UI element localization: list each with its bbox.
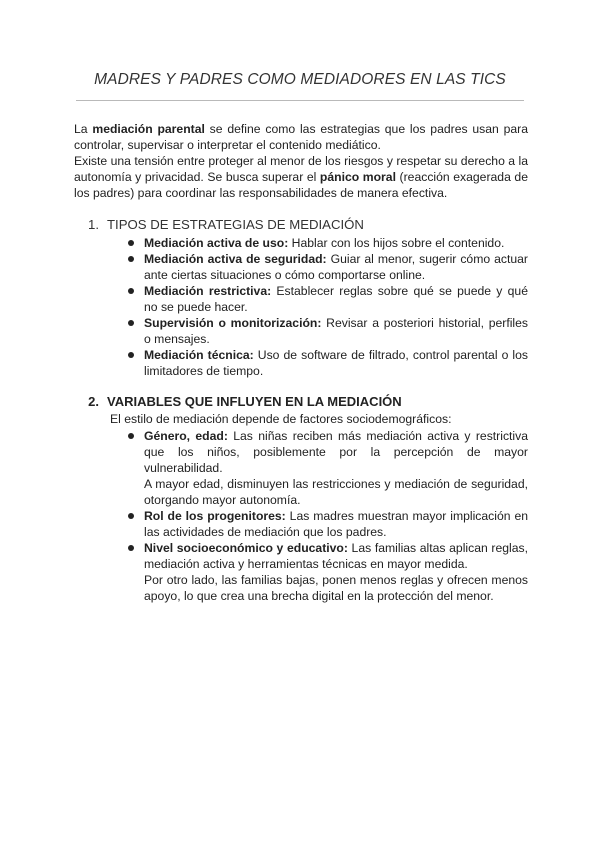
bullet-icon [128,545,134,551]
item-term: Mediación restrictiva: [144,284,272,298]
item-term: Rol de los progenitores: [144,509,286,523]
bullet-icon [128,352,134,358]
bullet-icon [128,320,134,326]
list-item [144,315,528,347]
item-extra: Por otro lado, las familias bajas, ponen menos reglas y ofrecen menos apoyo, lo que crea una brecha digital en la protección del menor. [144,573,528,603]
item-term: Género, edad: [144,429,228,443]
item-text: Las madres muestran mayor implicación en las actividades de mediación que los padres. [144,509,529,539]
section-2 [74,393,528,604]
bullet-icon [128,288,134,294]
bullet-icon [128,433,134,439]
intro-p2-bold: pánico moral [319,170,396,184]
document-title: MADRES Y PADRES COMO MEDIADORES EN LAS TICS [94,71,506,88]
section-1 [74,216,528,379]
section-2-lead: El estilo de mediación depende de factores sociodemográficos: [110,412,452,426]
item-term: Supervisión o monitorización: [144,316,322,330]
item-text: Uso de software de filtrado, control parental o los limitadores de tiempo. [144,348,528,378]
item-text: Revisar a posteriori historial, perfiles o mensajes. [144,316,528,346]
intro-p2-pre: Existe una tensión entre proteger al menor de los riesgos y respetar su derecho a la autonomía y privacidad. Se busca superar el [74,154,528,184]
title-divider [76,100,524,101]
list-item [144,508,528,540]
item-term: Mediación activa de uso: [144,236,289,250]
bullet-icon [128,513,134,519]
item-text: Las niñas reciben más mediación activa y restrictiva que los niños, posiblemente por la percepción de mayor vulnerabilidad. [144,429,528,475]
list-item [144,428,528,508]
section-2-number: 2. [88,394,99,409]
intro-paragraph-1 [74,121,528,153]
list-item [144,251,528,283]
list-item [144,540,528,604]
intro-text [74,121,528,201]
section-1-list [74,235,528,379]
bullet-icon [128,256,134,262]
section-1-number: 1. [88,217,99,232]
section-1-title: TIPOS DE ESTRATEGIAS DE MEDIACIÓN [107,217,364,232]
item-text: Hablar con los hijos sobre el contenido. [288,236,505,250]
list-item [144,235,528,251]
bullet-icon [128,240,134,246]
list-item [144,347,528,379]
intro-paragraph-2 [74,153,528,201]
item-text: Establecer reglas sobre qué se puede y qué no se puede hacer. [144,284,528,314]
section-1-heading [74,216,528,233]
list-item [144,283,528,315]
section-2-title: VARIABLES QUE INFLUYEN EN LA MEDIACIÓN [107,394,402,409]
intro-p1-bold: mediación parental [92,122,205,136]
item-extra: A mayor edad, disminuyen las restricciones y mediación de seguridad, otorgando mayor autonomía. [144,477,528,507]
item-term: Nivel socioeconómico y educativo: [144,541,348,555]
section-2-list [74,428,528,604]
item-term: Mediación activa de seguridad: [144,252,327,266]
intro-p1-post: se define como las estrategias que los padres usan para controlar, supervisar o interpretar el contenido mediático. [74,122,529,152]
section-2-heading [74,393,528,410]
item-text: Guiar al menor, sugerir cómo actuar ante ciertas situaciones o cómo comportarse online. [144,252,528,282]
intro-p2-post: (reacción exagerada de los padres) para coordinar las responsabilidades de manera efectiva. [74,170,528,200]
item-term: Mediación técnica: [144,348,254,362]
intro-p1-pre: La [74,122,93,136]
item-text: Las familias altas aplican reglas, mediación activa y herramientas técnicas en mayor medida. [144,541,528,571]
